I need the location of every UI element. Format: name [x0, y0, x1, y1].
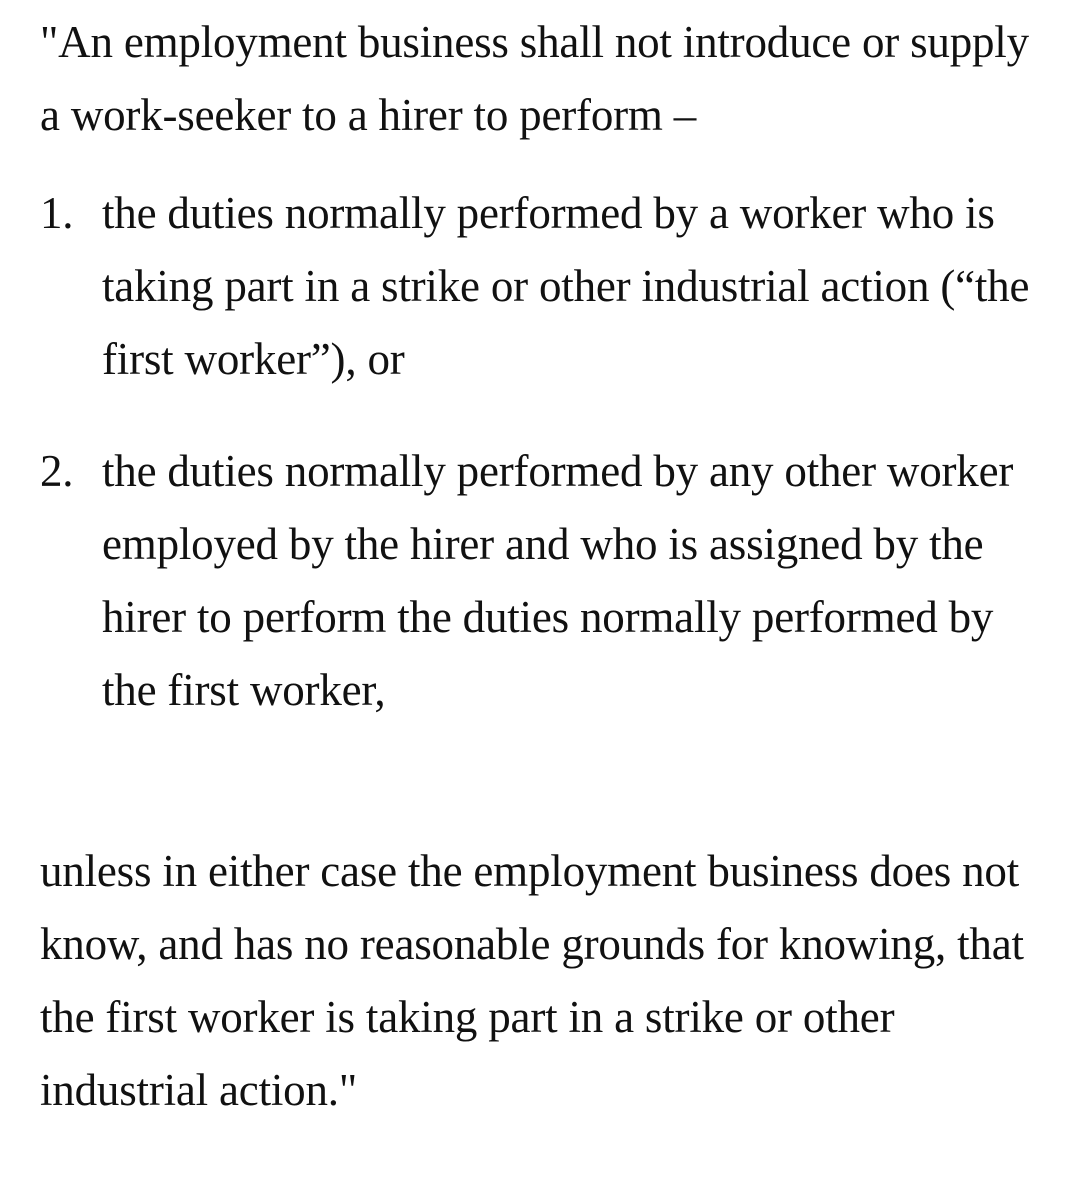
list-item-number: 2. [40, 446, 74, 496]
duties-list [40, 177, 1050, 727]
list-item-text: the duties normally performed by any other worker employed by the hirer and who is assigned by the hirer to perform the duties normally performed by the first worker, [102, 446, 1014, 715]
list-item-text: the duties normally performed by a worker who is taking part in a strike or other industrial action (“the first worker”), or [102, 188, 1030, 384]
list-item [40, 435, 1050, 727]
quote-outro: unless in either case the employment business does not know, and has no reasonable grounds for knowing, that the first worker is taking part in a strike or other industrial action." [40, 846, 1024, 1115]
quote-intro: "An employment business shall not introduce or supply a work-seeker to a hirer to perform – [40, 17, 1029, 140]
legal-quote [40, 6, 1050, 1127]
list-item [40, 177, 1050, 396]
list-item-number: 1. [40, 188, 74, 238]
